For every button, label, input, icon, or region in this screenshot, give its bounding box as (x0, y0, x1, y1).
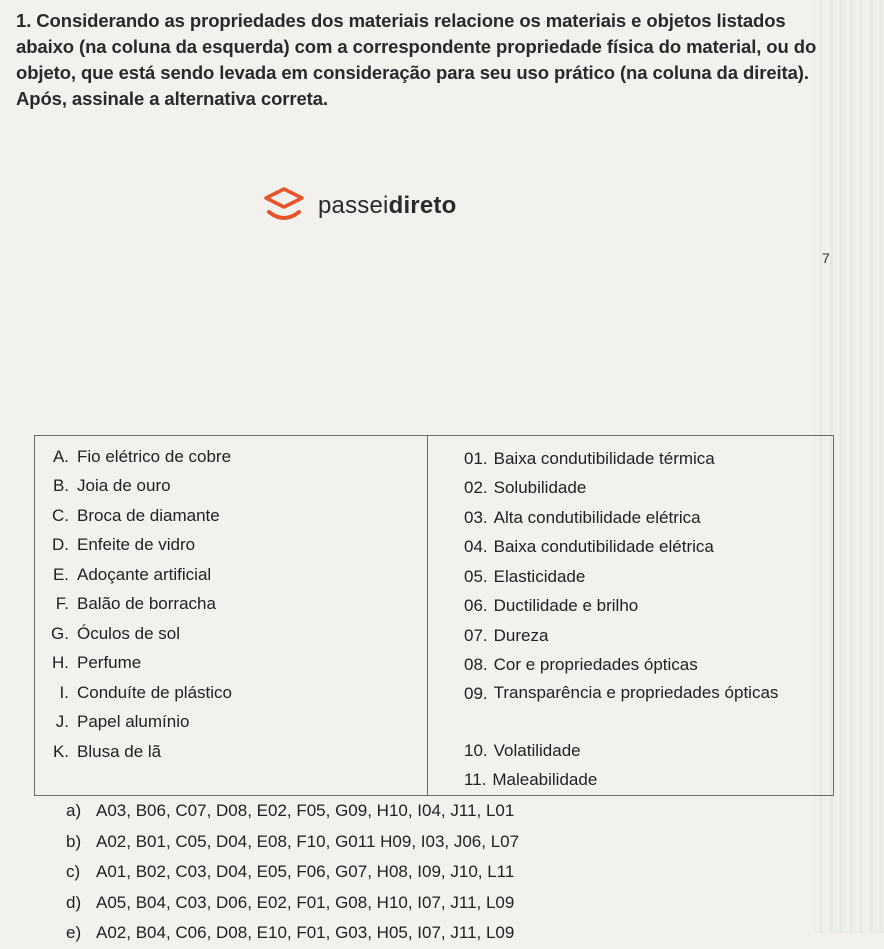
answer-option-b[interactable]: b) A02, B01, C05, D04, E08, F10, G011 H09, I03, J06, L07 (66, 831, 520, 851)
list-item: 08. Cor e propriedades ópticas (464, 655, 698, 675)
list-item: 07. Dureza (464, 625, 549, 645)
list-item: 04. Baixa condutibilidade elétrica (464, 537, 714, 557)
answer-options (66, 796, 519, 949)
list-item: C. Broca de diamante (52, 505, 220, 525)
logo-text (318, 192, 456, 220)
list-item: K. Blusa de lã (52, 741, 162, 761)
list-item: 01. Baixa condutibilidade térmica (464, 448, 715, 468)
list-item: D. Enfeite de vidro (52, 535, 196, 555)
page-number: 7 (822, 250, 830, 266)
list-item: E. Adoçante artificial (52, 564, 212, 584)
question-number: 1. (16, 10, 32, 31)
list-item: 09. Transparência e propriedades ópticas (464, 683, 779, 703)
passeidireto-logo (262, 186, 456, 226)
list-item: I. Conduíte de plástico (59, 682, 232, 702)
list-item: B. Joia de ouro (52, 476, 171, 496)
materials-column (35, 436, 428, 796)
question-body: Considerando as propriedades dos materiais relacione os materiais e objetos listados abaixo (na coluna da esquerda) com a correspondente propriedade física do material, ou do objeto, que está sendo levada em consideração para seu uso prático (na coluna da direita). Após, assinale a alternativa correta. (16, 10, 817, 109)
list-item: J. Papel alumínio (55, 712, 190, 732)
answer-option-c[interactable]: c) A01, B02, C03, D04, E05, F06, G07, H08, I09, J10, L11 (66, 862, 515, 882)
graduation-cap-icon (262, 186, 306, 226)
properties-column (428, 436, 834, 796)
answer-option-a[interactable]: a) A03, B06, C07, D08, E02, F05, G09, H10, I04, J11, L01 (66, 801, 515, 821)
logo-prefix: passei (318, 192, 389, 219)
list-item: 10. Volatilidade (464, 740, 581, 760)
list-item: G. Óculos de sol (51, 623, 180, 643)
list-item: 02. Solubilidade (464, 478, 587, 498)
question-text (16, 8, 846, 112)
list-item: F. Balão de borracha (55, 594, 216, 614)
answer-option-e[interactable]: e) A02, B04, C06, D08, E10, F01, G03, H05, I07, J11, L09 (66, 923, 515, 943)
list-item: 03. Alta condutibilidade elétrica (464, 507, 701, 527)
list-item: 05. Elasticidade (464, 566, 586, 586)
list-item: H. Perfume (52, 653, 142, 673)
logo-suffix: direto (388, 192, 457, 219)
list-item: A. Fio elétrico de cobre (52, 446, 232, 466)
list-item: 11. Maleabilidade (464, 770, 598, 790)
matching-table (34, 435, 834, 796)
list-item: 06. Ductilidade e brilho (464, 596, 639, 616)
answer-option-d[interactable]: d) A05, B04, C03, D06, E02, F01, G08, H10, I07, J11, L09 (66, 892, 515, 912)
